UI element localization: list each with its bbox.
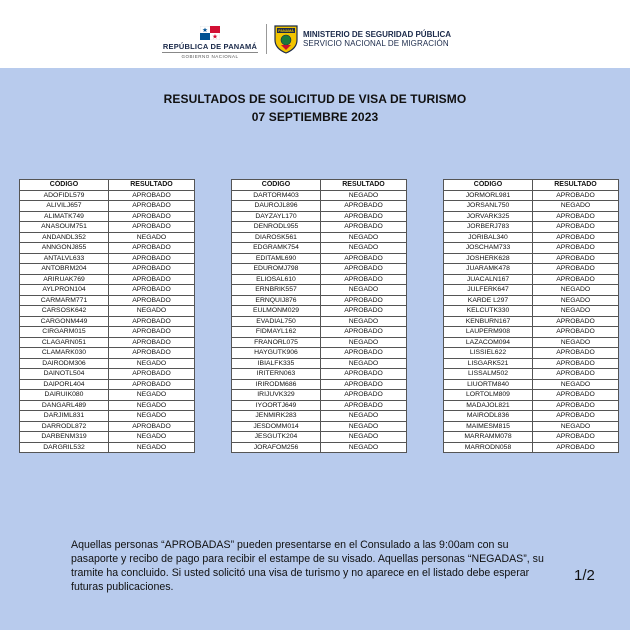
result-cell: APROBADO: [533, 348, 619, 359]
code-cell: CARSOSK642: [20, 306, 109, 317]
code-cell: LISGARK521: [444, 358, 533, 369]
code-cell: EULMONM029: [232, 306, 321, 317]
code-cell: DIAROSK561: [232, 232, 321, 243]
code-column-header: CÓDIGO: [232, 180, 321, 191]
code-cell: ADOFIDL579: [20, 190, 109, 201]
svg-text:PANAMÁ: PANAMÁ: [278, 29, 294, 33]
code-cell: MARRODN058: [444, 442, 533, 453]
code-cell: LISSALM502: [444, 369, 533, 380]
table-row: [20, 358, 195, 369]
page-title: RESULTADOS DE SOLICITUD DE VISA DE TURISMO: [163, 92, 467, 106]
code-cell: IYOORTJ649: [232, 400, 321, 411]
code-cell: LORTOLM809: [444, 390, 533, 401]
table-row: [20, 337, 195, 348]
table-row: [20, 432, 195, 443]
result-cell: APROBADO: [321, 274, 407, 285]
result-cell: APROBADO: [321, 253, 407, 264]
result-cell: APROBADO: [109, 327, 195, 338]
result-cell: APROBADO: [533, 358, 619, 369]
result-cell: APROBADO: [109, 253, 195, 264]
result-cell: APROBADO: [533, 190, 619, 201]
table-row: [444, 337, 619, 348]
table-row: [444, 358, 619, 369]
code-cell: JUACALN167: [444, 274, 533, 285]
results-table-1: [19, 179, 195, 453]
code-cell: ERNBRIK557: [232, 285, 321, 296]
code-cell: CARMARM771: [20, 295, 109, 306]
table-row: [20, 211, 195, 222]
code-cell: IRIJUVK329: [232, 390, 321, 401]
code-cell: DAUROJL896: [232, 201, 321, 212]
code-cell: IRIRODM686: [232, 379, 321, 390]
table-row: [232, 285, 407, 296]
result-cell: APROBADO: [109, 201, 195, 212]
code-cell: EDUROMJ798: [232, 264, 321, 275]
result-cell: APROBADO: [533, 390, 619, 401]
code-cell: DANGARL489: [20, 400, 109, 411]
result-column-header: RESULTADO: [109, 180, 195, 191]
table-row: [232, 348, 407, 359]
code-cell: CIRGARM015: [20, 327, 109, 338]
code-cell: DAYZAYL170: [232, 211, 321, 222]
table-row: [232, 369, 407, 380]
code-cell: ANTALVL633: [20, 253, 109, 264]
result-cell: APROBADO: [321, 201, 407, 212]
result-cell: APROBADO: [533, 411, 619, 422]
table-row: [444, 316, 619, 327]
table-row: [20, 201, 195, 212]
code-cell: JOSHERK628: [444, 253, 533, 264]
table-row: [20, 295, 195, 306]
result-cell: APROBADO: [321, 369, 407, 380]
table-row: [232, 222, 407, 233]
migration-seal-icon: [273, 24, 299, 54]
result-cell: NEGADO: [533, 337, 619, 348]
table-row: [232, 264, 407, 275]
results-table-2: [231, 179, 407, 453]
table-row: [444, 327, 619, 338]
republic-label: REPÚBLICA DE PANAMÁ: [162, 42, 258, 51]
result-cell: NEGADO: [321, 285, 407, 296]
result-cell: APROBADO: [533, 222, 619, 233]
code-cell: CLAGARN051: [20, 337, 109, 348]
result-cell: APROBADO: [533, 211, 619, 222]
result-cell: NEGADO: [321, 411, 407, 422]
table-row: [444, 442, 619, 453]
result-cell: APROBADO: [109, 337, 195, 348]
result-cell: APROBADO: [533, 432, 619, 443]
result-cell: APROBADO: [321, 222, 407, 233]
result-cell: NEGADO: [321, 442, 407, 453]
code-cell: ALIMATK749: [20, 211, 109, 222]
code-cell: JULFERK647: [444, 285, 533, 296]
result-cell: APROBADO: [321, 306, 407, 317]
result-cell: NEGADO: [321, 358, 407, 369]
code-cell: IRITERN063: [232, 369, 321, 380]
result-cell: APROBADO: [321, 295, 407, 306]
table-row: [20, 421, 195, 432]
code-cell: EVADIAL750: [232, 316, 321, 327]
code-cell: ANNGONJ855: [20, 243, 109, 254]
code-column-header: CÓDIGO: [20, 180, 109, 191]
code-cell: JUARAMK478: [444, 264, 533, 275]
code-cell: ERNQUIJ876: [232, 295, 321, 306]
result-column-header: RESULTADO: [321, 180, 407, 191]
table-row: [444, 222, 619, 233]
code-cell: MADAJOL821: [444, 400, 533, 411]
result-cell: APROBADO: [321, 379, 407, 390]
table-row: [20, 411, 195, 422]
code-cell: DARGRIL532: [20, 442, 109, 453]
result-cell: NEGADO: [109, 358, 195, 369]
result-cell: APROBADO: [109, 348, 195, 359]
table-row: [444, 390, 619, 401]
result-cell: NEGADO: [321, 232, 407, 243]
table-row: [20, 400, 195, 411]
table-row: [20, 274, 195, 285]
table-row: [444, 285, 619, 296]
table-row: [20, 379, 195, 390]
table-row: [232, 211, 407, 222]
table-row: [20, 243, 195, 254]
result-cell: APROBADO: [109, 222, 195, 233]
table-row: [232, 421, 407, 432]
table-row: [444, 243, 619, 254]
result-cell: APROBADO: [321, 348, 407, 359]
code-cell: JESGUTK204: [232, 432, 321, 443]
code-cell: CLAMARK030: [20, 348, 109, 359]
code-cell: DAIRUIK080: [20, 390, 109, 401]
table-row: [20, 232, 195, 243]
code-cell: JORVARK325: [444, 211, 533, 222]
code-cell: JORAFOM256: [232, 442, 321, 453]
code-cell: AYLPRON104: [20, 285, 109, 296]
result-cell: APROBADO: [321, 264, 407, 275]
code-cell: KARDE L297: [444, 295, 533, 306]
result-cell: NEGADO: [533, 379, 619, 390]
page-date: 07 SEPTIEMBRE 2023: [251, 110, 379, 124]
table-row: [20, 369, 195, 380]
table-row: [232, 411, 407, 422]
result-cell: NEGADO: [533, 201, 619, 212]
result-cell: APROBADO: [109, 264, 195, 275]
instructions-note: Aquellas personas “APROBADAS” pueden presentarse en el Consulado a las 9:00am con su pasaporte y recibo de pago para recibir el estampe de su visado. Aquellas personas “NEGADAS”, su tramite ha concluido. Si usted solicitó una visa de turismo y no aparece en el listado debe esperar futuras publicaciones.: [71, 539, 544, 593]
result-cell: APROBADO: [533, 442, 619, 453]
table-row: [444, 411, 619, 422]
table-header-row: [444, 180, 619, 191]
code-cell: ALIVILJ657: [20, 201, 109, 212]
code-cell: LISSIEL622: [444, 348, 533, 359]
result-cell: NEGADO: [321, 316, 407, 327]
code-cell: DAINOTL504: [20, 369, 109, 380]
table-row: [20, 285, 195, 296]
code-cell: DARJIML831: [20, 411, 109, 422]
code-cell: FIDMAYL162: [232, 327, 321, 338]
table-row: [232, 390, 407, 401]
code-cell: KENBURN167: [444, 316, 533, 327]
code-cell: JORIBAL340: [444, 232, 533, 243]
result-cell: APROBADO: [109, 421, 195, 432]
code-cell: ANDANDL352: [20, 232, 109, 243]
table-header-row: [20, 180, 195, 191]
code-cell: DAIRODM306: [20, 358, 109, 369]
code-cell: JORMORL981: [444, 190, 533, 201]
table-row: [232, 253, 407, 264]
table-row: [20, 442, 195, 453]
result-cell: NEGADO: [533, 421, 619, 432]
table-row: [20, 222, 195, 233]
table-row: [444, 348, 619, 359]
result-cell: NEGADO: [109, 400, 195, 411]
table-row: [20, 253, 195, 264]
code-cell: MARRAMM078: [444, 432, 533, 443]
result-cell: APROBADO: [533, 327, 619, 338]
code-cell: FRANORL075: [232, 337, 321, 348]
table-row: [444, 264, 619, 275]
panama-flag-icon: [200, 26, 220, 40]
table-row: [444, 232, 619, 243]
result-cell: APROBADO: [109, 190, 195, 201]
table-row: [232, 190, 407, 201]
code-cell: DAIPORL404: [20, 379, 109, 390]
table-row: [444, 421, 619, 432]
code-cell: DARRODL872: [20, 421, 109, 432]
code-cell: DARTORM403: [232, 190, 321, 201]
code-cell: JOSCHAM733: [444, 243, 533, 254]
ministry-block: [303, 30, 451, 48]
result-cell: NEGADO: [109, 442, 195, 453]
table-row: [232, 232, 407, 243]
table-row: [20, 348, 195, 359]
table-row: [444, 253, 619, 264]
table-row: [444, 211, 619, 222]
code-cell: CARGONM449: [20, 316, 109, 327]
table-row: [232, 201, 407, 212]
table-row: [232, 337, 407, 348]
service-label: SERVICIO NACIONAL DE MIGRACIÓN: [303, 39, 449, 48]
ministry-label: MINISTERIO DE SEGURIDAD PÚBLICA: [303, 30, 452, 39]
code-column-header: CÓDIGO: [444, 180, 533, 191]
header-divider: [266, 24, 267, 54]
result-cell: APROBADO: [533, 400, 619, 411]
republic-logo: [162, 26, 258, 59]
result-cell: APROBADO: [533, 274, 619, 285]
code-cell: DENRODL955: [232, 222, 321, 233]
table-row: [232, 306, 407, 317]
result-cell: APROBADO: [109, 211, 195, 222]
result-cell: APROBADO: [533, 316, 619, 327]
table-row: [232, 358, 407, 369]
table-row: [444, 400, 619, 411]
results-table-3: [443, 179, 619, 453]
table-row: [20, 190, 195, 201]
code-cell: DARBENM319: [20, 432, 109, 443]
table-row: [232, 432, 407, 443]
code-cell: JORBERJ783: [444, 222, 533, 233]
table-row: [20, 264, 195, 275]
table-row: [444, 274, 619, 285]
table-row: [444, 369, 619, 380]
result-cell: NEGADO: [321, 243, 407, 254]
result-cell: APROBADO: [321, 327, 407, 338]
code-cell: ELIOSAL610: [232, 274, 321, 285]
result-cell: APROBADO: [321, 211, 407, 222]
table-row: [232, 316, 407, 327]
table-row: [20, 327, 195, 338]
code-cell: ARIRUAK769: [20, 274, 109, 285]
code-cell: EDGRAMK754: [232, 243, 321, 254]
table-row: [232, 243, 407, 254]
table-row: [232, 400, 407, 411]
result-cell: APROBADO: [533, 232, 619, 243]
result-cell: APROBADO: [533, 253, 619, 264]
table-row: [232, 274, 407, 285]
result-cell: NEGADO: [109, 232, 195, 243]
result-cell: APROBADO: [321, 390, 407, 401]
result-cell: NEGADO: [321, 432, 407, 443]
code-cell: LAZACOM094: [444, 337, 533, 348]
table-row: [20, 316, 195, 327]
result-cell: NEGADO: [533, 306, 619, 317]
result-cell: APROBADO: [109, 379, 195, 390]
table-row: [20, 390, 195, 401]
code-cell: KELCUTK330: [444, 306, 533, 317]
table-row: [232, 379, 407, 390]
result-cell: NEGADO: [533, 295, 619, 306]
result-cell: APROBADO: [533, 264, 619, 275]
table-row: [444, 295, 619, 306]
header: [0, 0, 630, 68]
result-cell: APROBADO: [109, 243, 195, 254]
code-cell: HAYGUTK906: [232, 348, 321, 359]
table-header-row: [232, 180, 407, 191]
table-row: [232, 327, 407, 338]
code-cell: ANTOBRM204: [20, 264, 109, 275]
result-cell: NEGADO: [109, 432, 195, 443]
result-cell: APROBADO: [109, 285, 195, 296]
result-cell: NEGADO: [533, 285, 619, 296]
result-cell: NEGADO: [109, 390, 195, 401]
code-cell: IBIALFK335: [232, 358, 321, 369]
table-row: [232, 442, 407, 453]
code-cell: MAIMESM815: [444, 421, 533, 432]
result-cell: APROBADO: [533, 243, 619, 254]
result-column-header: RESULTADO: [533, 180, 619, 191]
code-cell: ANASOUM751: [20, 222, 109, 233]
code-cell: LIUORTM840: [444, 379, 533, 390]
result-cell: NEGADO: [321, 337, 407, 348]
table-row: [444, 379, 619, 390]
result-cell: NEGADO: [321, 421, 407, 432]
code-cell: EDITAML690: [232, 253, 321, 264]
result-cell: APROBADO: [109, 295, 195, 306]
result-cell: APROBADO: [321, 400, 407, 411]
code-cell: JORSANL750: [444, 201, 533, 212]
result-cell: APROBADO: [533, 369, 619, 380]
result-cell: APROBADO: [109, 274, 195, 285]
page-indicator: 1/2: [574, 567, 595, 584]
table-row: [20, 306, 195, 317]
result-cell: APROBADO: [109, 316, 195, 327]
table-row: [444, 432, 619, 443]
result-cell: NEGADO: [321, 190, 407, 201]
code-cell: LAUPERM908: [444, 327, 533, 338]
code-cell: JENMIRK283: [232, 411, 321, 422]
result-cell: NEGADO: [109, 411, 195, 422]
result-cell: NEGADO: [109, 306, 195, 317]
code-cell: JESDOMM014: [232, 421, 321, 432]
table-row: [232, 295, 407, 306]
result-cell: APROBADO: [109, 369, 195, 380]
table-row: [444, 306, 619, 317]
table-row: [444, 190, 619, 201]
government-label: GOBIERNO NACIONAL: [162, 52, 258, 59]
code-cell: MAIRODL836: [444, 411, 533, 422]
table-row: [444, 201, 619, 212]
